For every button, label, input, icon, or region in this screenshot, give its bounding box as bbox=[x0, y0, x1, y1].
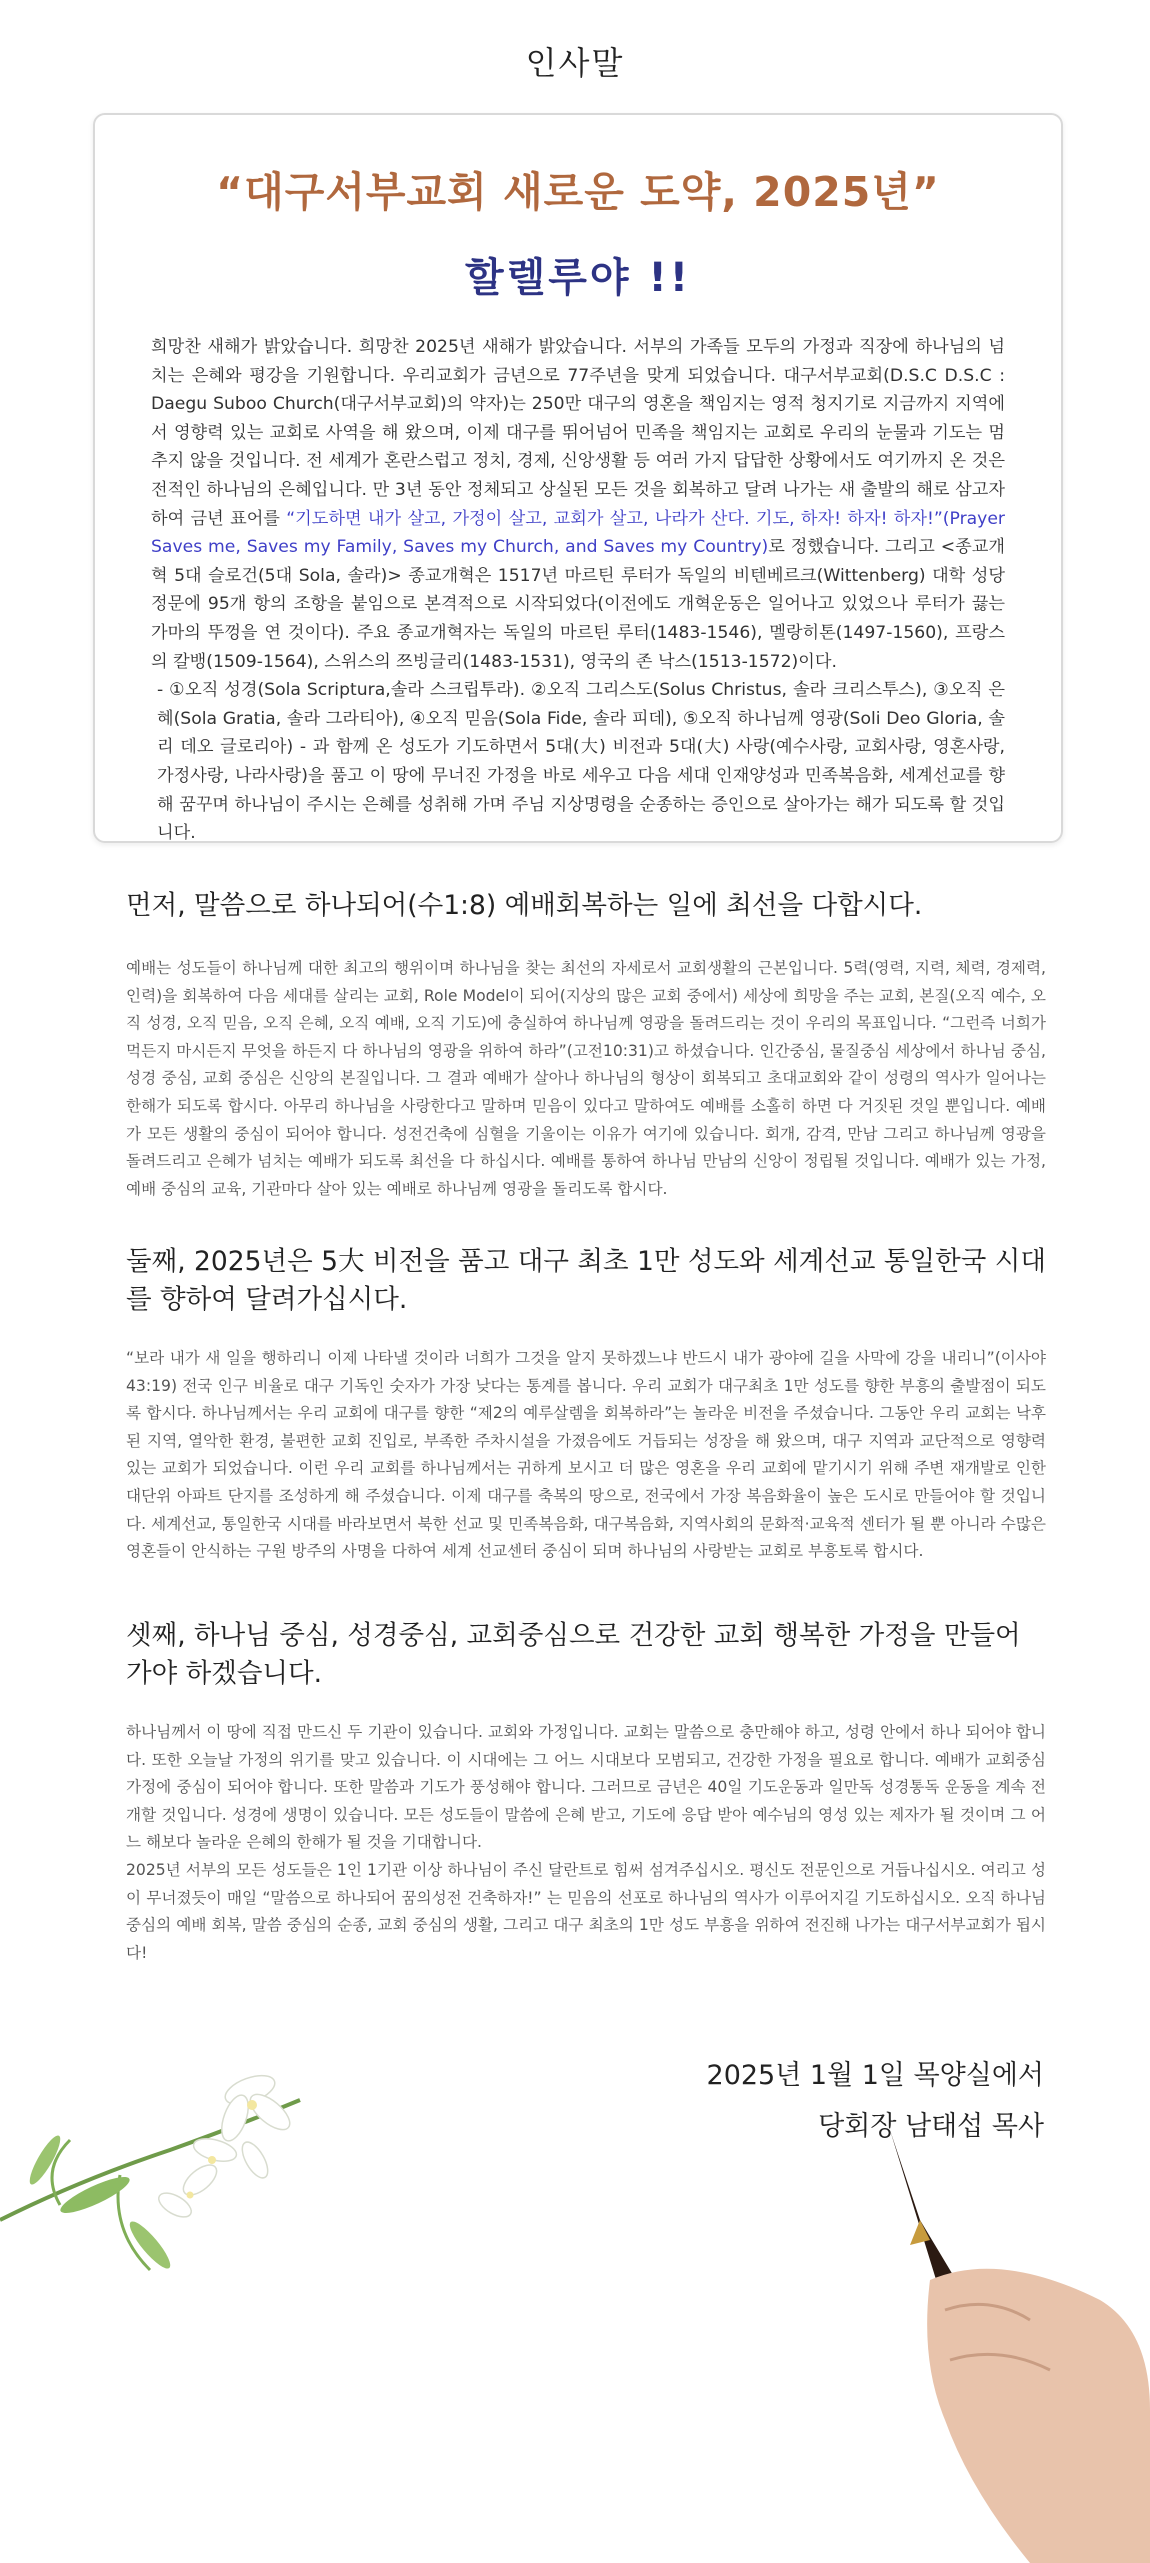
signature-date: 2025년 1월 1일 목양실에서 bbox=[706, 2060, 1044, 2091]
greeting-text bbox=[151, 333, 1005, 848]
greeting-paragraph-part1: 희망찬 새해가 밝았습니다. 희망찬 2025년 새해가 밝았습니다. 서부의 가족들 모두의 가정과 직장에 하나님의 넘치는 은혜와 평강을 기원합니다. 우리교회가 금년으로 77주년을 맞게 되었습니다. 대구서부교회(D.S.C D.S.C : Daegu Suboo Church(대구서부교회)의 약자)는 250만 대구의 영혼을 책임지는 영적 청지기로 지금까지 지역에서 영향력 있는 교회로 사역을 해 왔으며, 이제 대구를 뛰어넘어 민족을 책임지는 교회로 우리의 눈물과 기도는 멈추지 않을 것입니다. 전 세계가 혼란스럽고 정치, 경제, 신앙생활 등 여러 가지 답답한 상황에서도 여기까지 온 것은 전적인 하나님의 은혜입니다. 만 3년 동안 정체되고 상실된 모든 것을 회복하고 달려 나가는 새 출발의 해로 삼고자 하여 금년 표어를 bbox=[151, 337, 1005, 529]
section-body-closing: 2025년 서부의 모든 성도들은 1인 1기관 이상 하나님이 주신 달란트로 힘써 섬겨주십시오. 평신도 전문인으로 거듭나십시오. 여리고 성이 무너졌듯이 매일 “말씀으로 하나되어 꿈의성전 건축하자!” 는 믿음의 선포로 하나님의 역사가 이루어지길 기도하십시오. 오직 하나님 중심의 예배 회복, 말씀 중심의 순종, 교회 중심의 생활, 그리고 대구 최초의 1만 성도 부흥을 위하여 전진해 나가는 대구서부교회가 됩시다! bbox=[126, 1860, 1046, 1962]
hallelujah-title: 할렐루야 !! bbox=[465, 255, 691, 301]
signature-name: 당회장 남태섭 목사 bbox=[818, 2111, 1044, 2142]
section-heading: 둘째, 2025년은 5大 비전을 품고 대구 최초 1만 성도와 세계선교 통일한국 시대를 향하여 달려가십시다. bbox=[126, 1246, 1046, 1315]
section-body: 예배는 성도들이 하나님께 대한 최고의 행위이며 하나님을 찾는 최선의 자세로서 교회생활의 근본입니다. 5력(영력, 지력, 체력, 경제력, 인력)을 회복하여 다음 세대를 살리는 교회, Role Model이 되어(지상의 많은 교회 중에서) 세상에 희망을 주는 교회, 본질(오직 예수, 오직 성경, 오직 믿음, 오직 은혜, 오직 예배, 오직 기도)에 충실하여 하나님께 영광을 돌려드리는 것이 우리의 목표입니다. “그런즉 너희가 먹든지 마시든지 무엇을 하든지 다 하나님의 영광을 위하여 하라”(고전10:31)고 하셨습니다. 인간중심, 물질중심 세상에서 하나님 중심, 성경 중심, 교회 중심은 신앙의 본질입니다. 그 결과 예배가 살아나 하나님의 형상이 회복되고 초대교회와 같이 성령의 역사가 일어나는 한해가 되도록 합시다. 아무리 하나님을 사랑한다고 말하며 믿음이 있다고 말하여도 예배를 소홀히 하면 다 거짓된 것일 뿐입니다. 예배가 모든 생활의 중심이 되어야 합니다. 성전건축에 심혈을 기울이는 이유가 여기에 있습니다. 회개, 감격, 만남 그리고 하나님께 영광을 돌려드리고 은혜가 넘치는 예배가 되도록 최선을 다 하십시다. 예배를 통하여 하나님 만남의 신앙이 정립될 것입니다. 예배가 있는 가정, 예배 중심의 교육, 기관마다 살아 있는 예배로 하나님께 영광을 돌리도록 합시다. bbox=[126, 959, 1046, 1198]
greeting-box bbox=[93, 113, 1063, 843]
hand-with-pen-icon bbox=[850, 2130, 1150, 2563]
section-heading: 먼저, 말씀으로 하나되어(수1:8) 예배회복하는 일에 최선을 다합시다. bbox=[126, 890, 923, 921]
greeting-paragraph-part2: 로 정했습니다. 그리고 <종교개혁 5대 슬로건(5대 Sola, 솔라)> 종교개혁은 1517년 마르틴 루터가 독일의 비텐베르크(Wittenberg) 대학 성당 정문에 95개 항의 조항을 붙임으로 본격적으로 시작되었다(이전에도 개혁운동은 일어나고 있었으나 루터가 끓는 가마의 뚜껑을 연 것이다). 주요 종교개혁자는 독일의 마르틴 루터(1483-1546), 멜랑히톤(1497-1560), 프랑스의 칼뱅(1509-1564), 스위스의 쯔빙글리(1483-1531), 영국의 존 낙스(1513-1572)이다. bbox=[151, 537, 1005, 672]
church-motto: “기도하면 내가 살고, 가정이 살고, 교회가 살고, 나라가 산다. 기도, 하자! 하자! 하자!”(Prayer Saves me, Saves my Family, Saves my Church, and Saves my Country) bbox=[151, 508, 1005, 558]
sola-paragraph: - ①오직 성경(Sola Scriptura,솔라 스크립투라). ②오직 그리스도(Solus Christus, 솔라 크리스투스), ③오직 은혜(Sola Gratia, 솔라 그라티아), ④오직 믿음(Sola Fide, 솔라 피데), ⑤오직 하나님께 영광(Soli Deo Gloria, 솔리 데오 글로리아) - 과 함께 온 성도가 기도하면서 5대(大) 비전과 5대(大) 사랑(예수사랑, 교회사랑, 영혼사랑, 가정사랑, 나라사랑)을 품고 이 땅에 무너진 가정을 바로 세우고 다음 세대 인재양성과 민족복음화, 세계선교를 향해 꿈꾸며 하나님이 주시는 은혜를 성취해 가며 주님 지상명령을 순종하는 증인으로 살아가는 해가 되도록 할 것입니다. bbox=[157, 680, 1005, 844]
section-body: “보라 내가 새 일을 행하리니 이제 나타낼 것이라 너희가 그것을 알지 못하겠느냐 반드시 내가 광야에 길을 사막에 강을 내리니”(이사야 43:19) 전국 인구 비율로 대구 기독인 숫자가 가장 낮다는 통계를 봅니다. 우리 교회가 대구최초 1만 성도를 향한 부흥의 출발점이 되도록 합시다. 하나님께서는 우리 교회에 대구를 향한 “제2의 예루살렘을 회복하라”는 놀라운 비전을 주셨습니다. 그동안 우리 교회는 낙후된 지역, 열악한 환경, 불편한 교회 진입로, 부족한 주차시설을 가졌음에도 거듭되는 성장을 해 왔으며, 대구 지역과 교단적으로 영향력 있는 교회가 되었습니다. 이런 우리 교회를 하나님께서는 귀하게 보시고 더 많은 영혼을 우리 교회에 맡기시기 위해 주변 재개발로 인한 대단위 아파트 단지를 조성하게 해 주셨습니다. 이제 대구를 축복의 땅으로, 전국에서 가장 복음화율이 높은 도시로 만들어야 할 것입니다. 세계선교, 통일한국 시대를 바라보면서 북한 선교 및 민족복음화, 대구복음화, 지역사회의 문화적·교육적 센터가 될 뿐 아니라 수많은 영혼들이 안식하는 구원 방주의 사명을 다하여 세계 선교센터 중심이 되며 하나님의 사랑받는 교회로 부흥토록 합시다. bbox=[126, 1349, 1046, 1561]
section-heading: 셋째, 하나님 중심, 성경중심, 교회중심으로 건강한 교회 행복한 가정을 만들어가야 하겠습니다. bbox=[126, 1620, 1021, 1689]
headline: “대구서부교회 새로운 도약, 2025년” bbox=[216, 168, 940, 216]
flower-decoration-icon bbox=[0, 2030, 330, 2300]
greeting-paragraph bbox=[151, 333, 1005, 676]
section-first bbox=[126, 887, 1046, 1203]
page-title: 인사말 bbox=[525, 44, 625, 82]
section-third bbox=[126, 1617, 1046, 1967]
section-body: 하나님께서 이 땅에 직접 만드신 두 기관이 있습니다. 교회와 가정입니다. 교회는 말씀으로 충만해야 하고, 성령 안에서 하나 되어야 합니다. 또한 오늘날 가정의 위기를 맞고 있습니다. 이 시대에는 그 어느 시대보다 모범되고, 건강한 가정을 필요로 합니다. 예배가 교회중심 가정에 중심이 되어야 합니다. 또한 말씀과 기도가 풍성해야 합니다. 그러므로 금년은 40일 기도운동과 일만독 성경통독 운동을 계속 전개할 것입니다. 성경에 생명이 있습니다. 모든 성도들이 말씀에 은혜 받고, 기도에 응답 받아 예수님의 영성 있는 제자가 될 것이며 그 어느 해보다 놀라운 은혜의 한해가 될 것을 기대합니다. bbox=[126, 1723, 1046, 1852]
section-second bbox=[126, 1243, 1046, 1566]
